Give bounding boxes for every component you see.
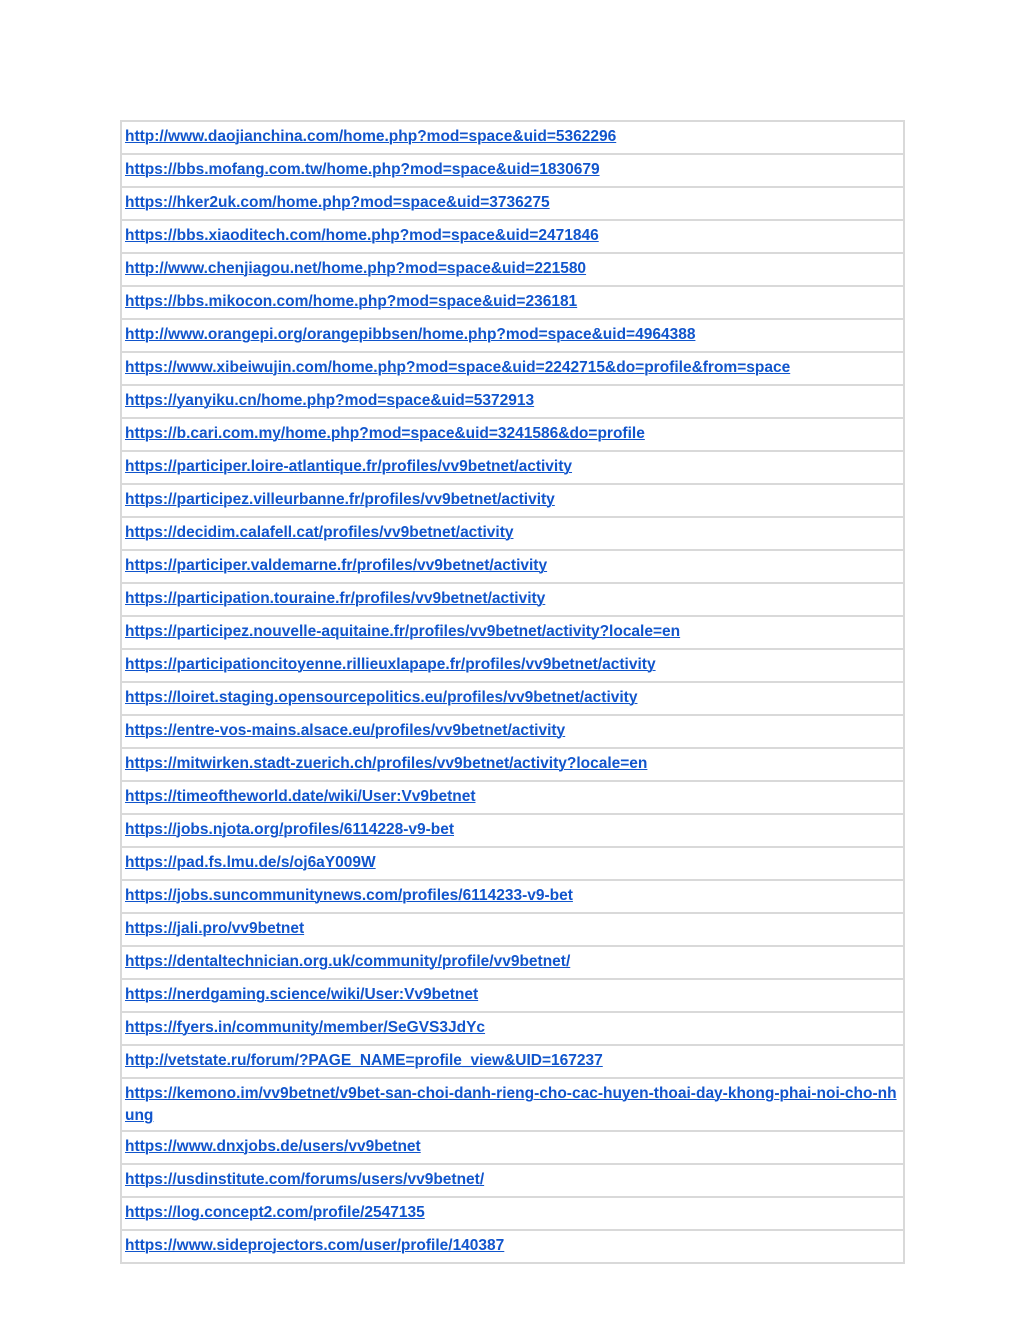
link[interactable]: https://log.concept2.com/profile/2547135: [125, 1204, 425, 1221]
table-row: [121, 121, 904, 154]
table-cell: [121, 616, 904, 649]
table-row: [121, 550, 904, 583]
table-row: [121, 1230, 904, 1263]
table-cell: [121, 583, 904, 616]
table-row: [121, 616, 904, 649]
link[interactable]: https://entre-vos-mains.alsace.eu/profiles/vv9betnet/activity: [125, 722, 566, 739]
table-row: [121, 319, 904, 352]
table-row: [121, 715, 904, 748]
table-cell: [121, 847, 904, 880]
table-row: [121, 682, 904, 715]
link[interactable]: https://pad.fs.lmu.de/s/oj6aY009W: [125, 854, 376, 871]
link[interactable]: https://yanyiku.cn/home.php?mod=space&uid=5372913: [125, 392, 535, 409]
table-row: [121, 880, 904, 913]
link[interactable]: https://participation.touraine.fr/profiles/vv9betnet/activity: [125, 590, 546, 607]
table-cell: [121, 1045, 904, 1078]
table-row: [121, 781, 904, 814]
link[interactable]: https://participez.nouvelle-aquitaine.fr/profiles/vv9betnet/activity?locale=en: [125, 623, 681, 640]
table-row: [121, 1078, 904, 1131]
table-row: [121, 583, 904, 616]
table-cell: [121, 1164, 904, 1197]
link[interactable]: https://participer.loire-atlantique.fr/profiles/vv9betnet/activity: [125, 458, 573, 475]
table-row: [121, 979, 904, 1012]
table-cell: [121, 1230, 904, 1263]
table-row: [121, 913, 904, 946]
table-cell: [121, 979, 904, 1012]
table-cell: [121, 748, 904, 781]
link[interactable]: https://jobs.njota.org/profiles/6114228-v9-bet: [125, 821, 455, 838]
table-row: [121, 352, 904, 385]
link[interactable]: https://participer.valdemarne.fr/profiles/vv9betnet/activity: [125, 557, 548, 574]
table-row: [121, 814, 904, 847]
link[interactable]: https://decidim.calafell.cat/profiles/vv9betnet/activity: [125, 524, 514, 541]
link[interactable]: https://www.sideprojectors.com/user/profile/140387: [125, 1237, 505, 1254]
table-cell: [121, 154, 904, 187]
table-cell: [121, 1131, 904, 1164]
table-cell: [121, 286, 904, 319]
table-cell: [121, 385, 904, 418]
table-cell: [121, 814, 904, 847]
table-row: [121, 220, 904, 253]
link[interactable]: https://bbs.xiaoditech.com/home.php?mod=space&uid=2471846: [125, 227, 599, 244]
table-row: [121, 451, 904, 484]
table-row: [121, 187, 904, 220]
link[interactable]: https://loiret.staging.opensourcepolitics.eu/profiles/vv9betnet/activity: [125, 689, 638, 706]
link-table: [120, 120, 905, 1264]
table-cell: [121, 451, 904, 484]
table-cell: [121, 715, 904, 748]
link[interactable]: http://www.orangepi.org/orangepibbsen/home.php?mod=space&uid=4964388: [125, 326, 696, 343]
link[interactable]: https://timeoftheworld.date/wiki/User:Vv9betnet: [125, 788, 476, 805]
table-cell: [121, 913, 904, 946]
table-cell: [121, 319, 904, 352]
table-row: [121, 418, 904, 451]
link[interactable]: http://vetstate.ru/forum/?PAGE_NAME=profile_view&UID=167237: [125, 1052, 603, 1069]
table-cell: [121, 880, 904, 913]
table-cell: [121, 682, 904, 715]
link[interactable]: http://www.chenjiagou.net/home.php?mod=space&uid=221580: [125, 260, 587, 277]
table-row: [121, 1045, 904, 1078]
table-row: [121, 649, 904, 682]
table-cell: [121, 649, 904, 682]
table-row: [121, 385, 904, 418]
link[interactable]: https://participez.villeurbanne.fr/profiles/vv9betnet/activity: [125, 491, 555, 508]
table-cell: [121, 946, 904, 979]
link[interactable]: https://www.dnxjobs.de/users/vv9betnet: [125, 1138, 421, 1155]
link[interactable]: https://jobs.suncommunitynews.com/profiles/6114233-v9-bet: [125, 887, 573, 904]
table-cell: [121, 1197, 904, 1230]
table-row: [121, 484, 904, 517]
table-row: [121, 1164, 904, 1197]
link[interactable]: https://fyers.in/community/member/SeGVS3JdYc: [125, 1019, 486, 1036]
table-cell: [121, 484, 904, 517]
link[interactable]: https://bbs.mikocon.com/home.php?mod=space&uid=236181: [125, 293, 578, 310]
table-cell: [121, 352, 904, 385]
table-cell: [121, 220, 904, 253]
table-row: [121, 154, 904, 187]
table-cell: [121, 187, 904, 220]
table-cell: [121, 418, 904, 451]
link[interactable]: http://www.daojianchina.com/home.php?mod=space&uid=5362296: [125, 128, 617, 145]
table-cell: [121, 550, 904, 583]
table-row: [121, 946, 904, 979]
link[interactable]: https://dentaltechnician.org.uk/community/profile/vv9betnet/: [125, 953, 571, 970]
table-row: [121, 517, 904, 550]
link[interactable]: https://hker2uk.com/home.php?mod=space&uid=3736275: [125, 194, 550, 211]
table-row: [121, 1131, 904, 1164]
table-cell: [121, 517, 904, 550]
link[interactable]: https://bbs.mofang.com.tw/home.php?mod=space&uid=1830679: [125, 161, 600, 178]
link[interactable]: https://participationcitoyenne.rillieuxlapape.fr/profiles/vv9betnet/activity: [125, 656, 656, 673]
table-row: [121, 253, 904, 286]
link-table-body: [121, 121, 904, 1263]
link[interactable]: https://nerdgaming.science/wiki/User:Vv9betnet: [125, 986, 479, 1003]
table-cell: [121, 253, 904, 286]
link[interactable]: https://mitwirken.stadt-zuerich.ch/profiles/vv9betnet/activity?locale=en: [125, 755, 648, 772]
table-cell: [121, 1012, 904, 1045]
link[interactable]: https://www.xibeiwujin.com/home.php?mod=space&uid=2242715&do=profile&from=space: [125, 359, 791, 376]
link[interactable]: https://usdinstitute.com/forums/users/vv9betnet/: [125, 1171, 485, 1188]
table-row: [121, 286, 904, 319]
link[interactable]: https://jali.pro/vv9betnet: [125, 920, 305, 937]
table-row: [121, 1012, 904, 1045]
table-row: [121, 748, 904, 781]
table-cell: [121, 781, 904, 814]
table-row: [121, 847, 904, 880]
table-cell: [121, 1078, 904, 1131]
link[interactable]: https://b.cari.com.my/home.php?mod=space&uid=3241586&do=profile: [125, 425, 645, 442]
table-row: [121, 1197, 904, 1230]
table-cell: [121, 121, 904, 154]
link[interactable]: https://kemono.im/vv9betnet/v9bet-san-choi-danh-rieng-cho-cac-huyen-thoai-day-khong-phai-noi-cho-nhung: [125, 1085, 897, 1124]
